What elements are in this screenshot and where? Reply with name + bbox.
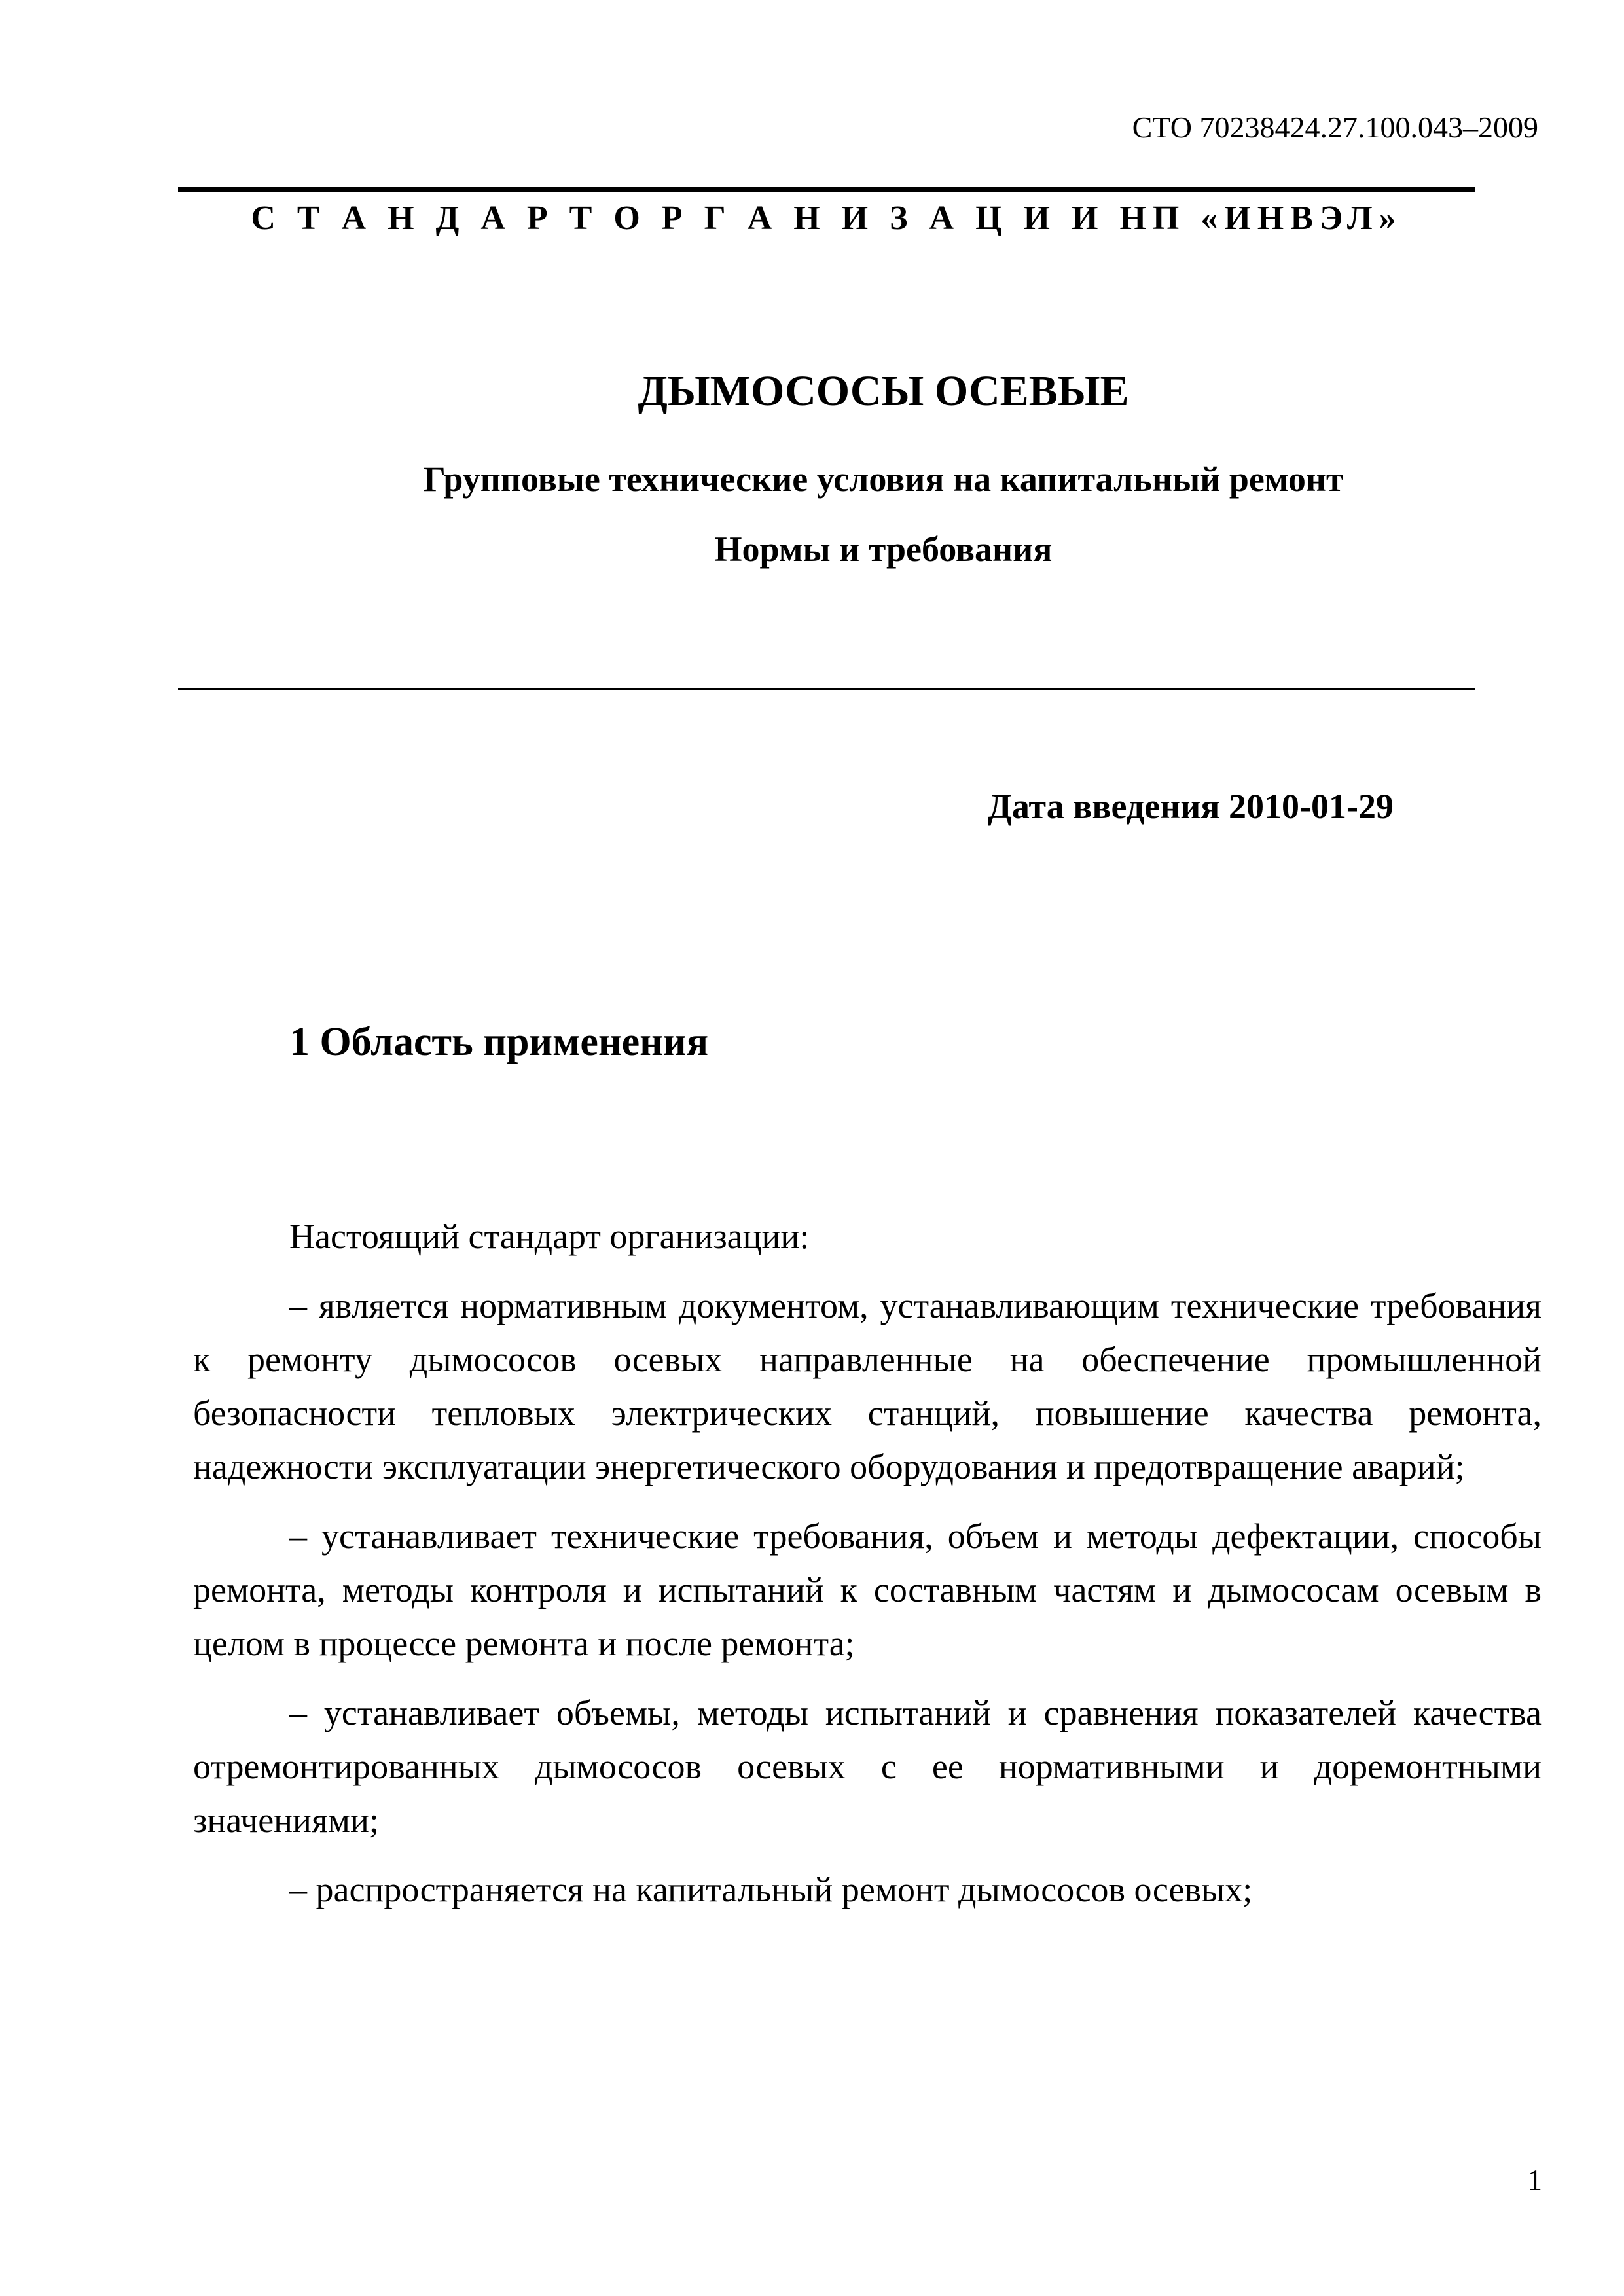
page-number: 1 (1527, 2163, 1542, 2197)
document-main-title: ДЫМОСОСЫ ОСЕВЫЕ (638, 367, 1129, 415)
document-code: СТО 70238424.27.100.043–2009 (1132, 111, 1538, 144)
document-subtitle: Групповые технические условия на капитальный ремонт (423, 459, 1344, 499)
title-rule-thin (178, 688, 1475, 690)
paragraph-item: – является нормативным документом, устанавливающим технические требования к ремонту дымососов осевых направленные на обеспечение промышленной безопасности тепловых электрических станций, повышение качества ремонта, надежности эксплуатации энергетического оборудования и предотвращение аварий; (193, 1286, 1542, 1486)
introduction-date: Дата введения 2010-01-29 (987, 787, 1394, 826)
paragraph-intro: Настоящий стандарт организации: (289, 1217, 810, 1256)
document-subtitle-secondary: Нормы и требования (714, 529, 1053, 569)
header-rule-thick (178, 187, 1475, 192)
section-body (193, 1210, 1542, 1916)
paragraph-item: – устанавливает технические требования, объем и методы дефектации, способы ремонта, методы контроля и испытаний к составным частям и дымососам осевым в целом в процессе ремонта и после ремонта; (193, 1516, 1542, 1663)
organization-standard-title: С Т А Н Д А Р Т О Р Г А Н И З А Ц И И НП «ИНВЭЛ» (251, 200, 1403, 237)
paragraph-item: – устанавливает объемы, методы испытаний и сравнения показателей качества отремонтированных дымососов осевых с ее нормативными и доремонтными значениями; (193, 1693, 1542, 1840)
paragraph-item: – распространяется на капитальный ремонт дымососов осевых; (289, 1870, 1253, 1909)
section-heading: 1 Область применения (289, 1020, 709, 1064)
